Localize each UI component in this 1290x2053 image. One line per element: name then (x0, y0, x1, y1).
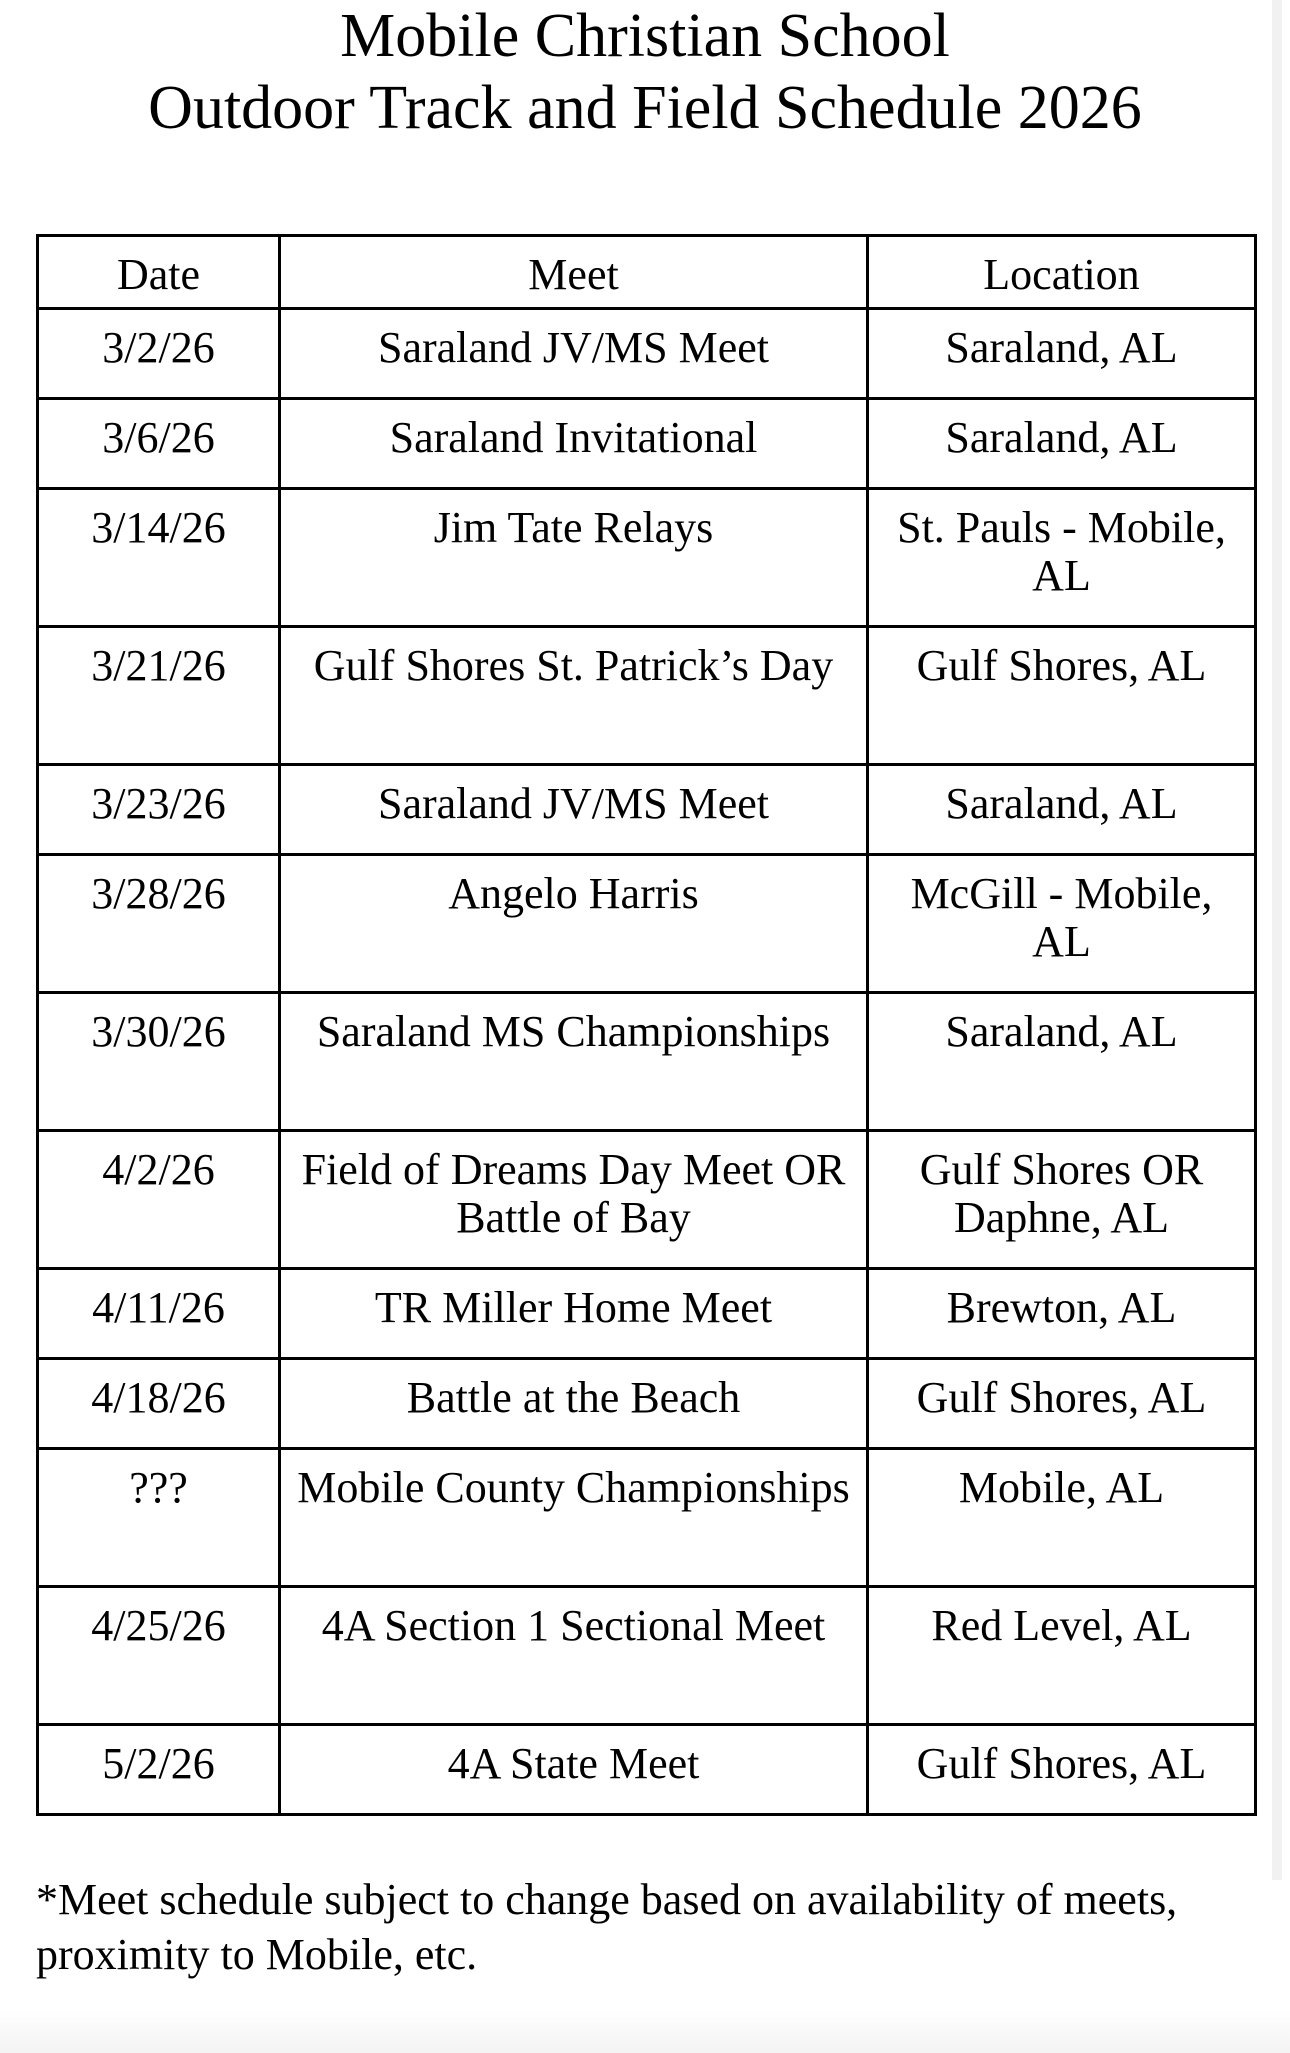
date-cell: 4/11/26 (38, 1269, 280, 1359)
date-cell: ??? (38, 1449, 280, 1587)
meet-cell: Saraland MS Championships (280, 993, 868, 1131)
date-cell: 3/28/26 (38, 855, 280, 993)
location-cell: Gulf Shores, AL (868, 1359, 1256, 1449)
table-row (38, 993, 1256, 1131)
table-row (38, 627, 1256, 765)
table-row (38, 399, 1256, 489)
location-cell: Gulf Shores, AL (868, 627, 1256, 765)
meet-cell: Gulf Shores St. Patrick’s Day (280, 627, 868, 765)
location-cell: Gulf Shores, AL (868, 1725, 1256, 1815)
table-row (38, 1587, 1256, 1725)
meet-cell: Saraland JV/MS Meet (280, 765, 868, 855)
location-cell: Saraland, AL (868, 993, 1256, 1131)
column-header-meet: Meet (280, 236, 868, 309)
date-cell: 3/2/26 (38, 309, 280, 399)
meet-cell: Angelo Harris (280, 855, 868, 993)
location-cell: Red Level, AL (868, 1587, 1256, 1725)
date-cell: 3/14/26 (38, 489, 280, 627)
meet-cell: Battle at the Beach (280, 1359, 868, 1449)
page-title (0, 0, 1290, 144)
column-header-date: Date (38, 236, 280, 309)
table-row (38, 1131, 1256, 1269)
bottom-edge-fade (0, 2010, 1290, 2053)
table-row (38, 765, 1256, 855)
location-cell: Brewton, AL (868, 1269, 1256, 1359)
location-cell: Saraland, AL (868, 765, 1256, 855)
meet-cell: Jim Tate Relays (280, 489, 868, 627)
table-row (38, 1269, 1256, 1359)
location-cell: McGill - Mobile, AL (868, 855, 1256, 993)
school-name: Mobile Christian School (340, 2, 950, 70)
page-edge-shadow (1272, 0, 1282, 1880)
date-cell: 3/30/26 (38, 993, 280, 1131)
date-cell: 4/18/26 (38, 1359, 280, 1449)
date-cell: 3/21/26 (38, 627, 280, 765)
location-cell: Mobile, AL (868, 1449, 1256, 1587)
meet-cell: TR Miller Home Meet (280, 1269, 868, 1359)
location-cell: Gulf Shores OR Daphne, AL (868, 1131, 1256, 1269)
schedule-table (36, 234, 1257, 1816)
table-row (38, 1449, 1256, 1587)
date-cell: 3/23/26 (38, 765, 280, 855)
date-cell: 4/2/26 (38, 1131, 280, 1269)
date-cell: 3/6/26 (38, 399, 280, 489)
location-cell: St. Pauls - Mobile, AL (868, 489, 1256, 627)
table-row (38, 489, 1256, 627)
meet-cell: Mobile County Championships (280, 1449, 868, 1587)
table-header-row (38, 236, 1256, 309)
schedule-subtitle: Outdoor Track and Field Schedule 2026 (148, 74, 1142, 142)
meet-cell: Saraland Invitational (280, 399, 868, 489)
date-cell: 5/2/26 (38, 1725, 280, 1815)
meet-cell: 4A Section 1 Sectional Meet (280, 1587, 868, 1725)
table-row (38, 1725, 1256, 1815)
table-row (38, 1359, 1256, 1449)
schedule-footnote: *Meet schedule subject to change based on availability of meets, proximity to Mobile, etc. (36, 1875, 1178, 1979)
location-cell: Saraland, AL (868, 399, 1256, 489)
location-cell: Saraland, AL (868, 309, 1256, 399)
table-row (38, 309, 1256, 399)
meet-cell: 4A State Meet (280, 1725, 868, 1815)
meet-cell: Saraland JV/MS Meet (280, 309, 868, 399)
date-cell: 4/25/26 (38, 1587, 280, 1725)
column-header-location: Location (868, 236, 1256, 309)
table-row (38, 855, 1256, 993)
meet-cell: Field of Dreams Day Meet OR Battle of Bay (280, 1131, 868, 1269)
